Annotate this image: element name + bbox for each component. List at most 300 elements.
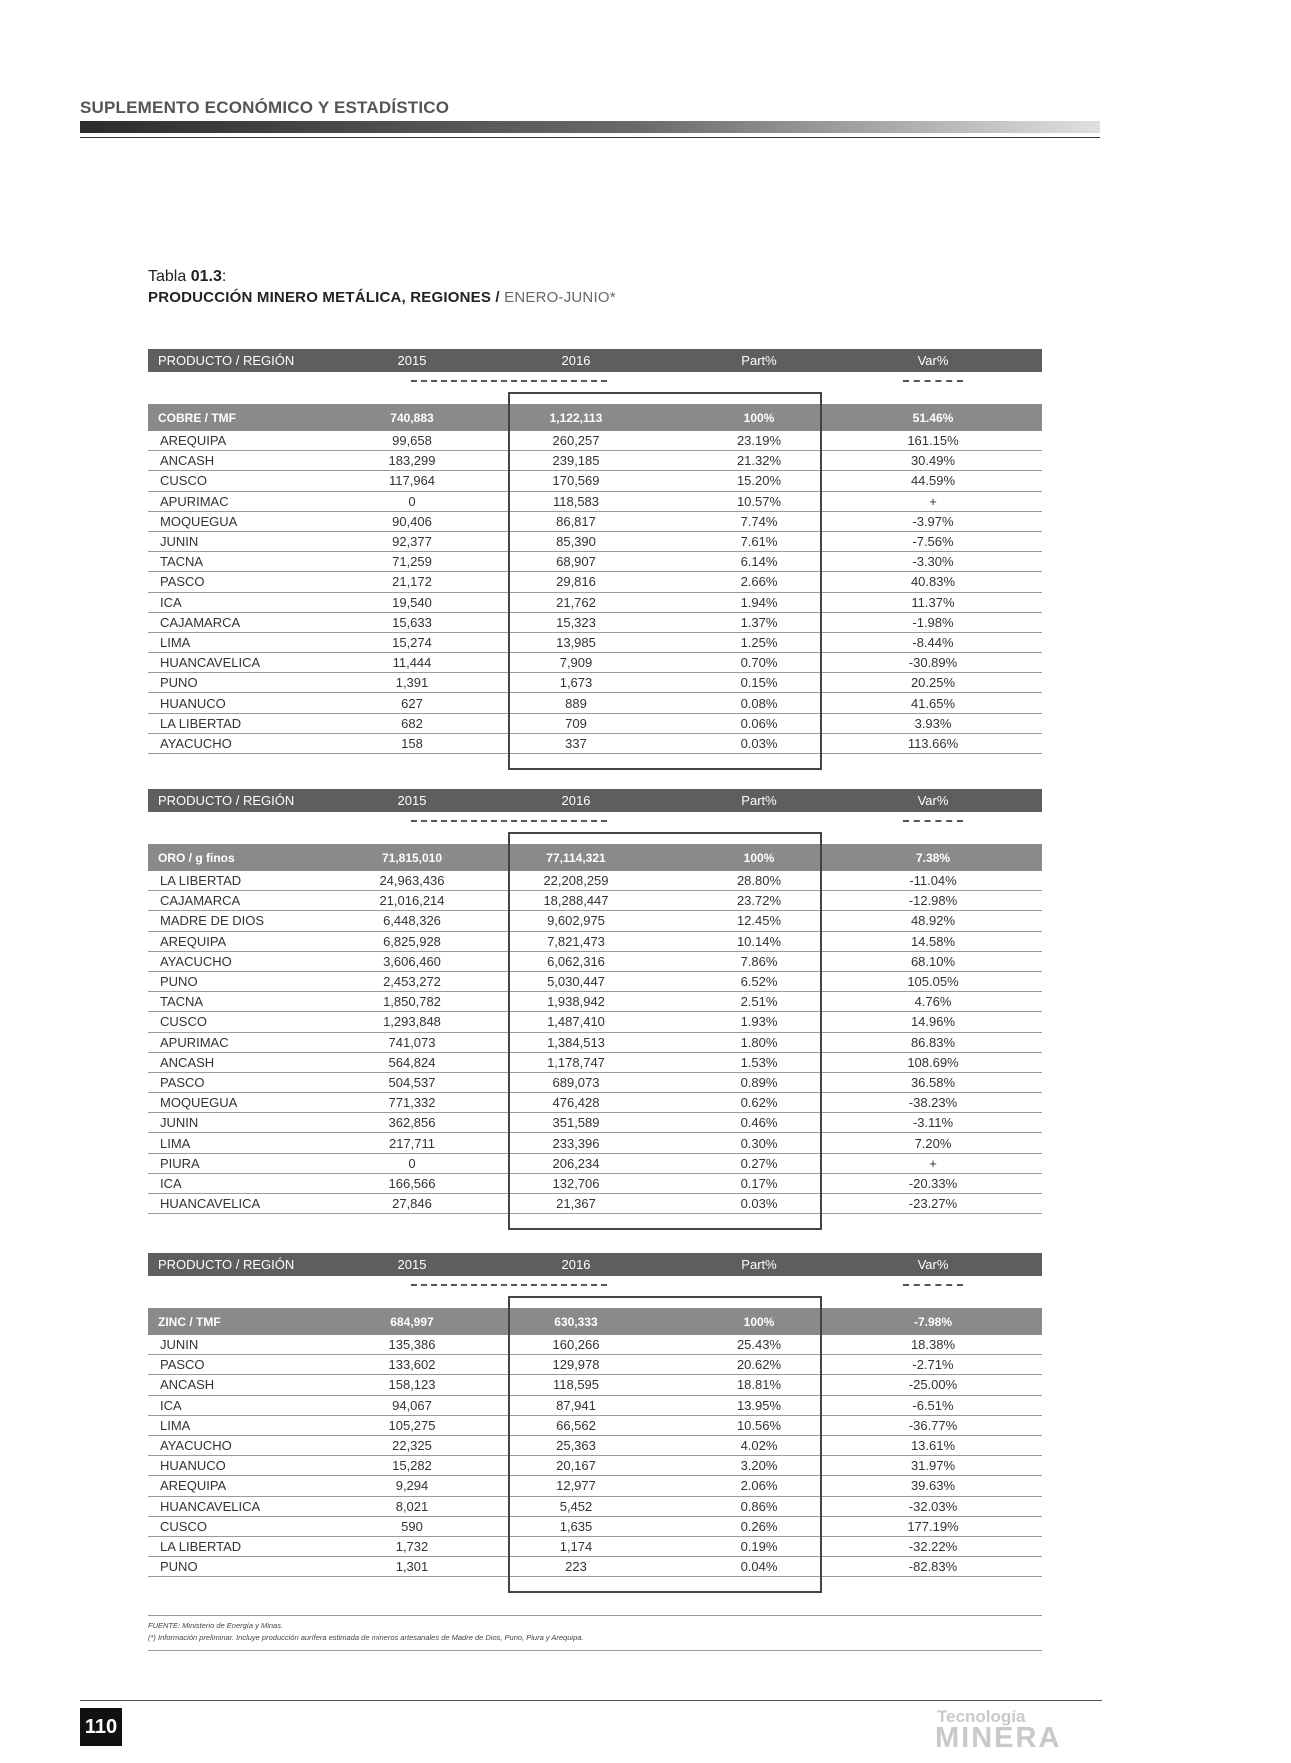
part-percent: 0.30% <box>740 1135 778 1151</box>
part-percent: 6.52% <box>740 974 778 990</box>
value-2015: 590 <box>401 1518 423 1534</box>
var-percent: 3.93% <box>914 715 952 731</box>
region-name: PIURA <box>160 1155 200 1171</box>
value-2015: 682 <box>401 715 423 731</box>
table-row <box>148 1093 1042 1113</box>
value-2016: 85,390 <box>556 534 596 550</box>
value-2016: 709 <box>565 715 587 731</box>
region-name: PUNO <box>160 1559 198 1575</box>
region-name: ICA <box>160 1175 182 1191</box>
region-rows <box>148 431 1042 754</box>
logo-line-2: MINERA <box>935 1722 1062 1754</box>
column-header-var: Var% <box>917 1257 949 1272</box>
value-2015: 99,658 <box>392 433 432 449</box>
part-percent: 10.56% <box>736 1417 782 1433</box>
var-percent: -3.97% <box>912 513 954 529</box>
part-percent: 7.61% <box>740 534 778 550</box>
value-2016: 132,706 <box>552 1175 600 1191</box>
value-2015: 1,301 <box>395 1559 429 1575</box>
value-2016: 889 <box>565 695 587 711</box>
value-2016: 476,428 <box>552 1095 600 1111</box>
var-percent: 13.61% <box>910 1438 956 1454</box>
table-row <box>148 1194 1042 1214</box>
header-rule <box>80 137 1100 138</box>
table-row <box>148 1537 1042 1557</box>
region-name: AYACUCHO <box>160 953 232 969</box>
value-2015: 217,711 <box>388 1135 436 1151</box>
value-2015: 22,325 <box>392 1438 432 1454</box>
value-2015: 1,391 <box>395 675 429 691</box>
table-row <box>148 1375 1042 1395</box>
column-header-row <box>148 789 1042 812</box>
value-2016: 5,452 <box>559 1498 593 1514</box>
value-2015: 1,293,848 <box>383 1014 441 1030</box>
part-percent: 18.81% <box>736 1377 782 1393</box>
table-row <box>148 1456 1042 1476</box>
part-percent: 7.74% <box>740 513 778 529</box>
column-header-part: Part% <box>741 1257 777 1272</box>
var-percent: -11.04% <box>909 873 957 889</box>
region-name: JUNIN <box>160 1337 199 1353</box>
region-name: PASCO <box>160 574 205 590</box>
var-percent: 108.69% <box>907 1054 959 1070</box>
value-2016: 1,938,942 <box>547 994 605 1010</box>
part-percent: 0.06% <box>740 715 778 731</box>
var-percent: 31.97% <box>910 1458 956 1474</box>
part-percent: 0.89% <box>740 1074 778 1090</box>
footer-rule <box>80 1700 1102 1701</box>
table-row <box>148 1436 1042 1456</box>
value-2016: 86,817 <box>556 513 596 529</box>
part-percent: 7.86% <box>740 953 778 969</box>
value-2015: 0 <box>408 493 416 509</box>
value-2015: 6,825,928 <box>383 933 441 949</box>
value-2016: 6,062,316 <box>547 953 605 969</box>
table-row <box>148 653 1042 673</box>
table-row <box>148 1012 1042 1032</box>
table-row <box>148 911 1042 931</box>
product-part: 100% <box>743 410 775 425</box>
var-percent: 105.05% <box>907 974 959 990</box>
product-2016: 1,122,113 <box>549 410 603 425</box>
value-2015: 158 <box>401 735 423 751</box>
part-percent: 13.95% <box>736 1397 782 1413</box>
var-percent: 86.83% <box>910 1034 956 1050</box>
column-header-part: Part% <box>741 353 777 368</box>
region-name: HUANUCO <box>160 695 226 711</box>
value-2016: 1,635 <box>559 1518 593 1534</box>
column-header-var: Var% <box>917 793 949 808</box>
table-number-colon: : <box>221 268 227 285</box>
column-header-region: PRODUCTO / REGIÓN <box>158 1257 295 1272</box>
value-2015: 90,406 <box>392 513 432 529</box>
region-name: APURIMAC <box>160 1034 229 1050</box>
value-2015: 9,294 <box>395 1478 429 1494</box>
region-name: JUNIN <box>160 1115 199 1131</box>
region-name: ANCASH <box>160 1054 215 1070</box>
footnote-source: FUENTE: Ministerio de Energía y Minas. <box>148 1621 284 1630</box>
value-2016: 260,257 <box>552 433 600 449</box>
value-2016: 87,941 <box>556 1397 596 1413</box>
value-2015: 504,537 <box>388 1074 436 1090</box>
value-2016: 21,367 <box>556 1196 596 1212</box>
table-block-oro <box>148 789 1042 1214</box>
table-row <box>148 673 1042 693</box>
part-percent: 15.20% <box>736 473 782 489</box>
var-percent: 40.83% <box>910 574 956 590</box>
column-header-region: PRODUCTO / REGIÓN <box>158 793 295 808</box>
part-percent: 0.19% <box>740 1538 778 1554</box>
part-percent: 0.27% <box>740 1155 778 1171</box>
table-row <box>148 593 1042 613</box>
table-block-cobre <box>148 349 1042 754</box>
region-name: PUNO <box>160 974 198 990</box>
value-2015: 105,275 <box>388 1417 436 1433</box>
table-row <box>148 1355 1042 1375</box>
table-number <box>148 268 616 286</box>
value-2015: 27,846 <box>392 1196 432 1212</box>
column-header-2015: 2015 <box>397 1257 427 1272</box>
value-2016: 66,562 <box>556 1417 596 1433</box>
region-name: MOQUEGUA <box>160 513 238 529</box>
var-percent: 4.76% <box>914 994 952 1010</box>
part-percent: 23.19% <box>736 433 782 449</box>
table-row <box>148 871 1042 891</box>
table-row <box>148 952 1042 972</box>
region-name: HUANCAVELICA <box>160 655 261 671</box>
value-2015: 741,073 <box>388 1034 436 1050</box>
publication-section-title: SUPLEMENTO ECONÓMICO Y ESTADÍSTICO <box>80 98 450 117</box>
region-name: CAJAMARCA <box>160 614 241 630</box>
value-2016: 13,985 <box>556 634 596 650</box>
table-row <box>148 633 1042 653</box>
var-percent: 113.66% <box>907 735 959 751</box>
var-percent: -25.00% <box>908 1377 958 1393</box>
product-2015: 71,815,010 <box>381 850 443 865</box>
dashed-separator <box>148 812 1042 844</box>
part-percent: 0.03% <box>740 735 778 751</box>
value-2016: 1,673 <box>559 675 593 691</box>
table-row <box>148 1113 1042 1133</box>
part-percent: 1.80% <box>740 1034 778 1050</box>
var-percent: -2.71% <box>912 1357 954 1373</box>
column-header-row <box>148 1253 1042 1276</box>
var-percent: -3.30% <box>912 554 954 570</box>
value-2015: 133,602 <box>388 1357 436 1373</box>
value-2015: 19,540 <box>392 594 432 610</box>
part-percent: 6.14% <box>740 554 778 570</box>
value-2015: 15,274 <box>392 634 432 650</box>
region-name: ICA <box>160 1397 182 1413</box>
var-percent: 177.19% <box>907 1518 959 1534</box>
value-2015: 24,963,436 <box>379 873 445 889</box>
region-name: LA LIBERTAD <box>160 1538 242 1554</box>
value-2015: 183,299 <box>388 453 436 469</box>
var-percent: -32.22% <box>908 1538 958 1554</box>
region-name: CUSCO <box>160 1014 207 1030</box>
table-row <box>148 1335 1042 1355</box>
var-percent: -82.83% <box>908 1559 958 1575</box>
part-percent: 10.57% <box>736 493 782 509</box>
table-row <box>148 734 1042 754</box>
table-row <box>148 572 1042 592</box>
var-percent: -36.77% <box>908 1417 958 1433</box>
value-2015: 135,386 <box>388 1337 436 1353</box>
value-2016: 21,762 <box>556 594 596 610</box>
product-name: COBRE / TMF <box>158 410 236 425</box>
value-2016: 1,178,747 <box>547 1054 605 1070</box>
var-percent: 11.37% <box>911 594 955 610</box>
table-row <box>148 1416 1042 1436</box>
table-number-value: 01.3 <box>190 268 222 285</box>
product-total-row <box>148 404 1042 431</box>
var-percent: -30.89% <box>908 655 958 671</box>
logo-line-1: Tecnología <box>937 1707 1026 1726</box>
var-percent: 18.38% <box>910 1337 956 1353</box>
region-name: TACNA <box>160 994 204 1010</box>
product-name: ORO / g finos <box>158 850 235 865</box>
region-name: AYACUCHO <box>160 735 232 751</box>
var-percent: -32.03% <box>908 1498 958 1514</box>
part-percent: 0.62% <box>740 1095 778 1111</box>
region-name: LIMA <box>160 1135 191 1151</box>
part-percent: 12.45% <box>736 913 782 929</box>
table-caption <box>148 268 616 306</box>
part-percent: 2.51% <box>740 994 778 1010</box>
value-2016: 12,977 <box>556 1478 596 1494</box>
value-2015: 2,453,272 <box>383 974 441 990</box>
table-row <box>148 1517 1042 1537</box>
var-percent: -20.33% <box>908 1175 958 1191</box>
value-2015: 21,172 <box>392 574 432 590</box>
table-block-zinc <box>148 1253 1042 1577</box>
region-name: PUNO <box>160 675 198 691</box>
value-2015: 15,282 <box>392 1458 432 1474</box>
var-percent: -8.44% <box>912 634 954 650</box>
product-part: 100% <box>743 850 775 865</box>
value-2015: 15,633 <box>392 614 432 630</box>
var-percent: 14.58% <box>910 933 956 949</box>
table-row <box>148 1557 1042 1577</box>
value-2016: 223 <box>565 1559 587 1575</box>
region-name: CUSCO <box>160 473 207 489</box>
value-2016: 7,909 <box>559 655 593 671</box>
value-2016: 160,266 <box>552 1337 600 1353</box>
column-header-2015: 2015 <box>397 793 427 808</box>
part-percent: 0.26% <box>740 1518 778 1534</box>
table-row <box>148 613 1042 633</box>
region-name: PASCO <box>160 1074 205 1090</box>
part-percent: 0.08% <box>740 695 778 711</box>
column-header-2015: 2015 <box>397 353 427 368</box>
var-percent: -1.98% <box>912 614 954 630</box>
part-percent: 1.93% <box>740 1014 778 1030</box>
value-2016: 337 <box>565 735 587 751</box>
value-2016: 206,234 <box>552 1155 600 1171</box>
value-2015: 564,824 <box>388 1054 436 1070</box>
value-2016: 129,978 <box>552 1357 600 1373</box>
page-number: 110 <box>80 1708 122 1746</box>
value-2015: 627 <box>401 695 423 711</box>
var-percent: -38.23% <box>908 1095 958 1111</box>
part-percent: 0.15% <box>740 675 778 691</box>
running-header <box>80 98 1100 138</box>
part-percent: 25.43% <box>736 1337 782 1353</box>
value-2015: 71,259 <box>392 554 432 570</box>
region-name: MOQUEGUA <box>160 1095 238 1111</box>
part-percent: 0.04% <box>740 1559 778 1575</box>
table-footnote <box>148 1615 1042 1651</box>
value-2015: 3,606,460 <box>383 953 441 969</box>
value-2015: 158,123 <box>388 1377 436 1393</box>
var-percent: 14.96% <box>910 1014 956 1030</box>
region-name: LIMA <box>160 1417 191 1433</box>
column-header-row <box>148 349 1042 372</box>
table-row <box>148 1476 1042 1496</box>
value-2016: 5,030,447 <box>547 974 605 990</box>
part-percent: 2.06% <box>740 1478 778 1494</box>
table-row <box>148 932 1042 952</box>
value-2015: 1,850,782 <box>383 994 441 1010</box>
var-percent: 44.59% <box>910 473 956 489</box>
value-2016: 1,174 <box>559 1538 593 1554</box>
value-2016: 68,907 <box>556 554 596 570</box>
region-name: TACNA <box>160 554 204 570</box>
region-rows <box>148 871 1042 1214</box>
table-label: Tabla <box>148 268 187 285</box>
region-name: PASCO <box>160 1357 205 1373</box>
table-row <box>148 552 1042 572</box>
value-2015: 166,566 <box>388 1175 436 1191</box>
region-name: CUSCO <box>160 1518 207 1534</box>
value-2016: 25,363 <box>556 1438 596 1454</box>
var-percent: 161.15% <box>907 433 959 449</box>
value-2016: 118,595 <box>552 1377 600 1393</box>
table-row <box>148 1174 1042 1194</box>
value-2015: 92,377 <box>392 534 432 550</box>
var-percent: -6.51% <box>912 1397 954 1413</box>
var-percent: 68.10% <box>910 953 956 969</box>
part-percent: 10.14% <box>736 933 782 949</box>
product-total-row <box>148 1308 1042 1335</box>
var-percent: -7.56% <box>912 534 954 550</box>
product-part: 100% <box>743 1314 775 1329</box>
value-2016: 351,589 <box>552 1115 600 1131</box>
part-percent: 2.66% <box>740 574 778 590</box>
table-row <box>148 1033 1042 1053</box>
var-percent: 41.65% <box>910 695 956 711</box>
part-percent: 28.80% <box>736 873 782 889</box>
value-2016: 9,602,975 <box>547 913 605 929</box>
part-percent: 0.86% <box>740 1498 778 1514</box>
value-2016: 20,167 <box>556 1458 596 1474</box>
region-name: HUANUCO <box>160 1458 226 1474</box>
table-row <box>148 693 1042 713</box>
region-name: AREQUIPA <box>160 1478 227 1494</box>
region-rows <box>148 1335 1042 1577</box>
value-2016: 170,569 <box>552 473 600 489</box>
table-row <box>148 992 1042 1012</box>
table-row <box>148 1133 1042 1153</box>
var-percent: -12.98% <box>908 893 958 909</box>
value-2015: 94,067 <box>392 1397 432 1413</box>
dashed-separator <box>148 372 1042 404</box>
column-header-region: PRODUCTO / REGIÓN <box>158 353 295 368</box>
part-percent: 20.62% <box>736 1357 782 1373</box>
value-2016: 15,323 <box>556 614 596 630</box>
column-header-part: Part% <box>741 793 777 808</box>
table-row <box>148 451 1042 471</box>
part-percent: 21.32% <box>736 453 782 469</box>
region-name: AYACUCHO <box>160 1438 232 1454</box>
part-percent: 0.46% <box>740 1115 778 1131</box>
region-name: HUANCAVELICA <box>160 1196 261 1212</box>
product-2016: 630,333 <box>554 1314 598 1329</box>
value-2015: 11,444 <box>392 655 432 671</box>
product-var: 7.38% <box>915 850 951 865</box>
value-2016: 1,487,410 <box>547 1014 605 1030</box>
var-percent: -23.27% <box>908 1196 958 1212</box>
region-name: APURIMAC <box>160 493 229 509</box>
region-name: MADRE DE DIOS <box>160 913 265 929</box>
region-name: AREQUIPA <box>160 933 227 949</box>
part-percent: 0.70% <box>740 655 778 671</box>
table-row <box>148 512 1042 532</box>
region-name: LIMA <box>160 634 191 650</box>
table-row <box>148 1497 1042 1517</box>
product-var: 51.46% <box>912 410 954 425</box>
part-percent: 1.53% <box>740 1054 778 1070</box>
part-percent: 1.25% <box>740 634 778 650</box>
table-row <box>148 471 1042 491</box>
value-2016: 118,583 <box>552 493 600 509</box>
part-percent: 23.72% <box>736 893 782 909</box>
region-name: ICA <box>160 594 182 610</box>
var-percent: 30.49% <box>910 453 956 469</box>
column-header-2016: 2016 <box>561 793 591 808</box>
footnote-note: (*) Información preliminar. Incluye producción aurífera estimada de mineros artesanales de Madre de Dios, Puno, Piura y Arequipa. <box>148 1633 584 1642</box>
product-var: -7.98% <box>913 1314 953 1329</box>
table-row <box>148 431 1042 451</box>
region-name: LA LIBERTAD <box>160 873 242 889</box>
part-percent: 0.03% <box>740 1196 778 1212</box>
var-percent: + <box>929 493 937 509</box>
value-2015: 771,332 <box>388 1095 436 1111</box>
value-2016: 29,816 <box>556 574 596 590</box>
table-row <box>148 1073 1042 1093</box>
region-name: JUNIN <box>160 534 199 550</box>
table-row <box>148 1396 1042 1416</box>
product-2016: 77,114,321 <box>546 850 606 865</box>
region-name: ANCASH <box>160 1377 215 1393</box>
value-2016: 239,185 <box>552 453 600 469</box>
table-heading <box>148 289 616 306</box>
region-name: ANCASH <box>160 453 215 469</box>
value-2015: 0 <box>408 1155 416 1171</box>
value-2016: 7,821,473 <box>547 933 605 949</box>
value-2015: 117,964 <box>388 473 436 489</box>
value-2015: 21,016,214 <box>379 893 445 909</box>
var-percent: 20.25% <box>910 675 956 691</box>
var-percent: 39.63% <box>910 1478 956 1494</box>
table-period: ENERO-JUNIO* <box>504 289 616 306</box>
var-percent: 7.20% <box>914 1135 952 1151</box>
region-name: CAJAMARCA <box>160 893 241 909</box>
value-2016: 233,396 <box>552 1135 600 1151</box>
region-name: AREQUIPA <box>160 433 227 449</box>
value-2016: 689,073 <box>552 1074 600 1090</box>
product-2015: 740,883 <box>390 410 434 425</box>
